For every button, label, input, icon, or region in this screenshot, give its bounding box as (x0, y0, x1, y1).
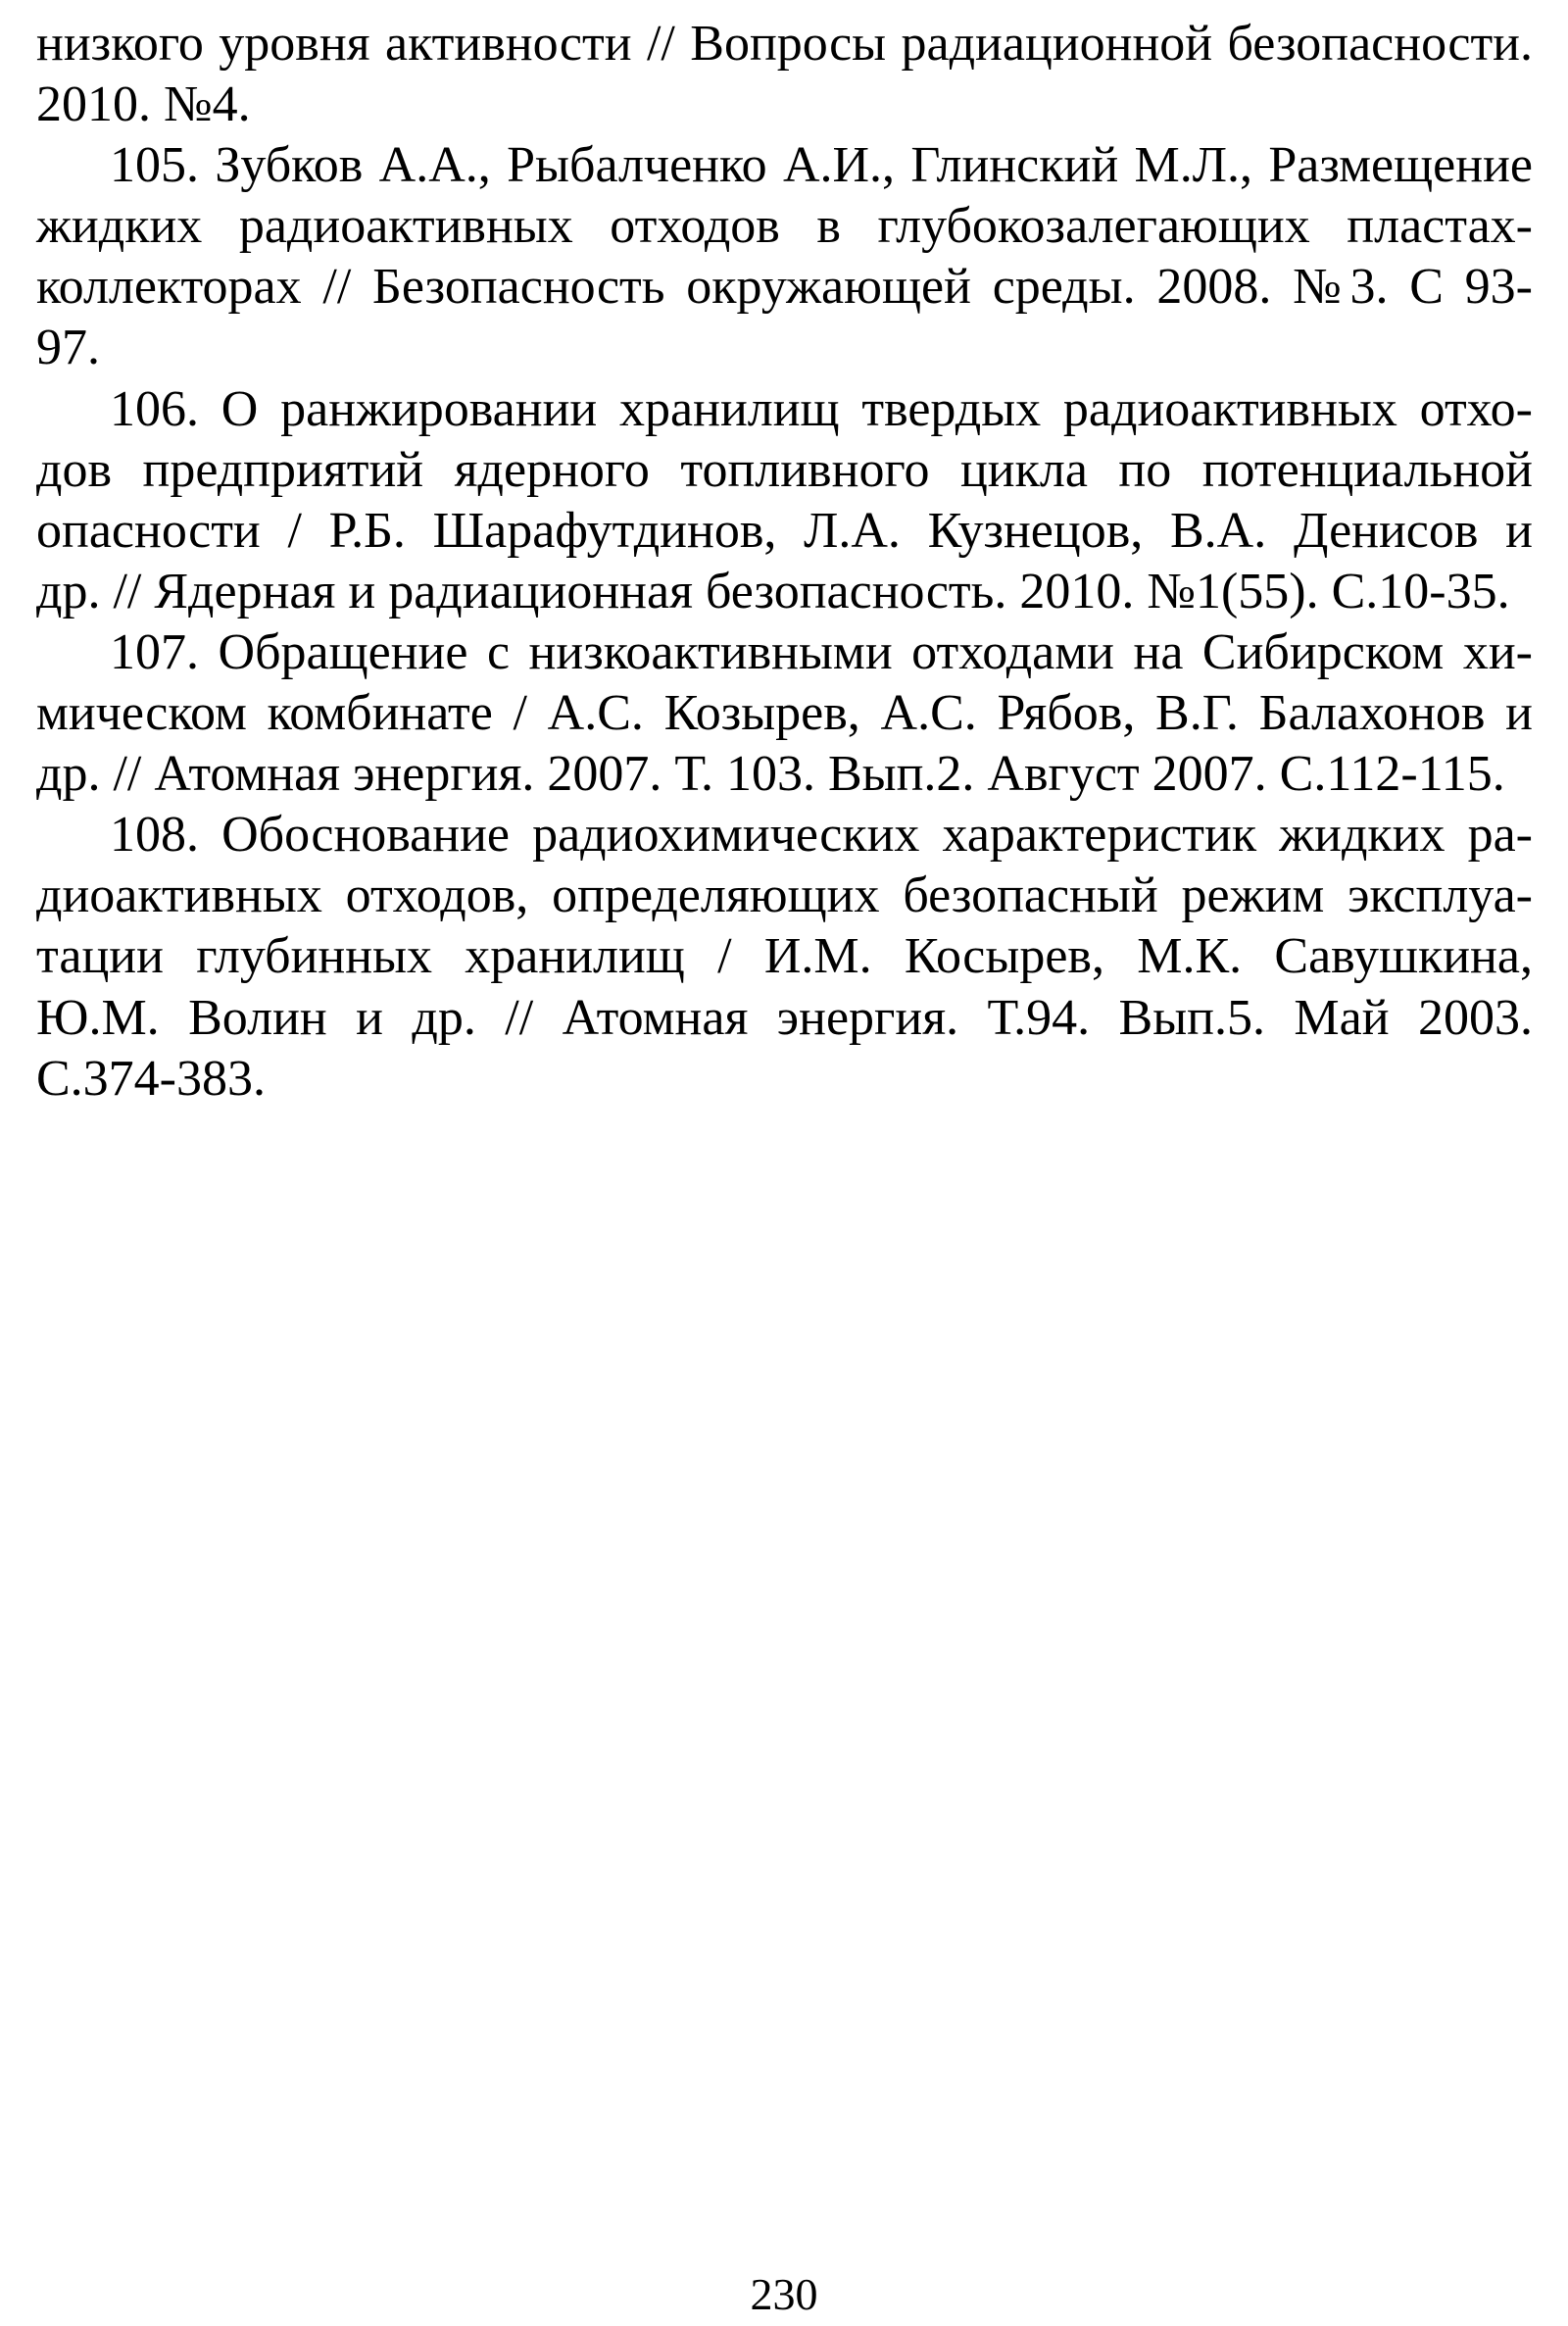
reference-104-line-2: низкого уровня активности // Вопросы радиационной безопасности. (36, 16, 1533, 72)
reference-108-line-1: 108. Обоснование радиохимических характеристик жидких ра- (110, 807, 1533, 864)
reference-105-line-4: 97. (36, 320, 100, 376)
reference-106-line-3: опасности / Р.Б. Шарафутдинов, Л.А. Кузнецов, В.А. Денисов и (36, 502, 1533, 559)
reference-106-line-2: дов предприятий ядерного топливного цикла по потенциальной (36, 441, 1533, 498)
reference-107-line-3: др. // Атомная энергия. 2007. Т. 103. Вып.2. Август 2007. С.112-115. (36, 746, 1505, 803)
reference-108-line-5: С.374-383. (36, 1050, 266, 1107)
reference-106-line-4: др. // Ядерная и радиационная безопасность. 2010. №1(55). С.10-35. (36, 563, 1510, 619)
reference-105-line-1: 105. Зубков А.А., Рыбалченко А.И., Глинский М.Л., Размещение (110, 137, 1533, 194)
reference-108-line-3: тации глубинных хранилищ / И.М. Косырев, М.К. Савушкина, (36, 928, 1533, 985)
reference-107-line-1: 107. Обращение с низкоактивными отходами на Сибирском хи- (110, 623, 1533, 680)
page-number: 230 (750, 2269, 818, 2319)
reference-list (36, 14, 1533, 1110)
reference-108-line-2: диоактивных отходов, определяющих безопасный режим эксплуа- (36, 867, 1533, 924)
reference-105-line-3: коллекторах // Безопасность окружающей среды. 2008. №3. С 93- (36, 259, 1533, 316)
reference-106-line-1: 106. О ранжировании хранилищ твердых радиоактивных отхо- (110, 380, 1533, 437)
reference-108-line-4: Ю.М. Волин и др. // Атомная энергия. Т.94. Вып.5. Май 2003. (36, 989, 1533, 1046)
reference-105-line-2: жидких радиоактивных отходов в глубокозалегающих пластах- (36, 198, 1533, 255)
reference-107-line-2: мическом комбинате / А.С. Козырев, А.С. Рябов, В.Г. Балахонов и (36, 685, 1533, 742)
reference-104-line-3: 2010. №4. (36, 76, 251, 133)
